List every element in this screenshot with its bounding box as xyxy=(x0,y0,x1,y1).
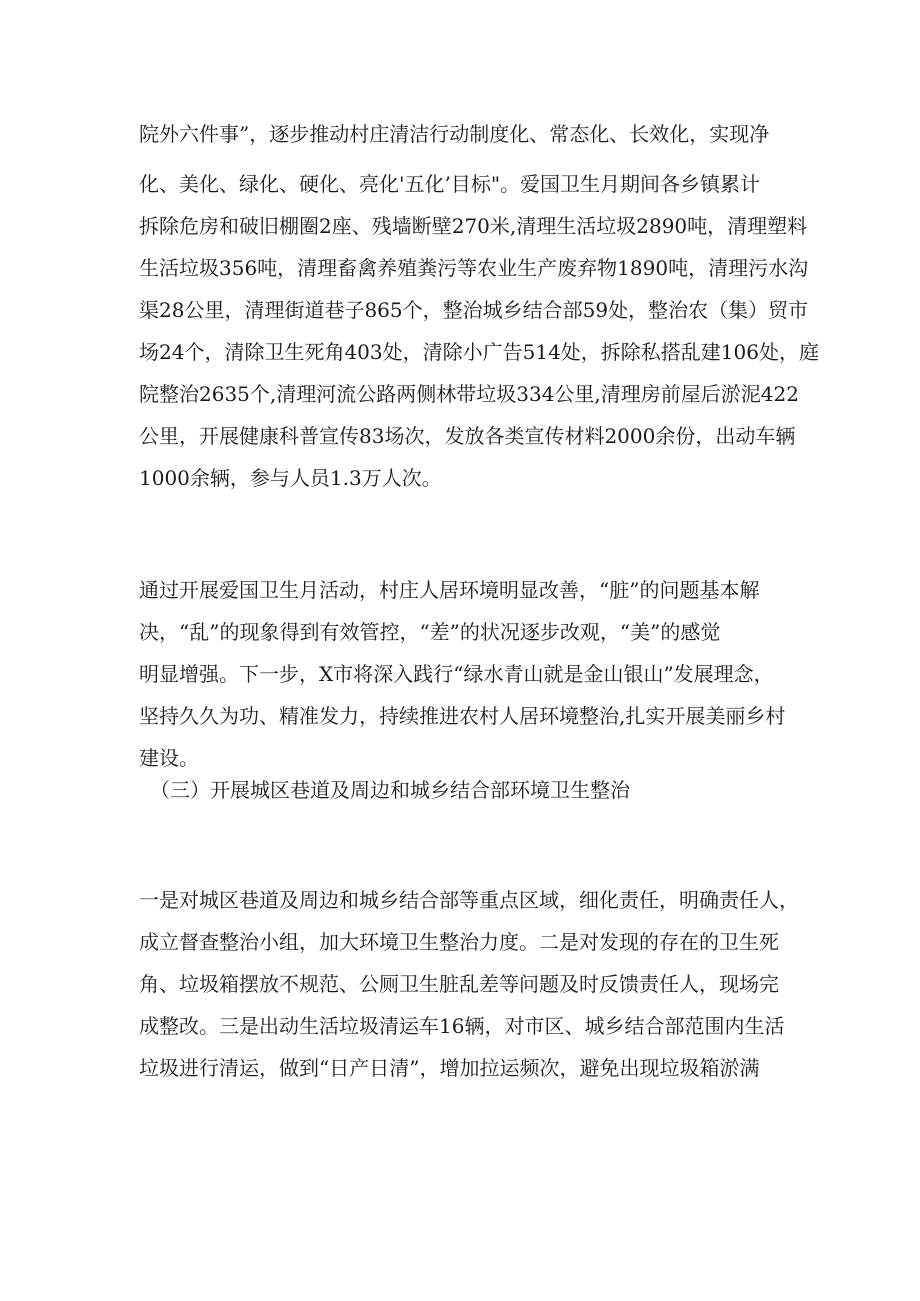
paragraph-line: 院整治2635个,清理河流公路两侧林带垃圾334公里,清理房前屋后淤泥422 xyxy=(139,382,799,406)
paragraph-line: 渠28公里，清理街道巷子865个，整治城乡结合部59处，整治农（集）贸市 xyxy=(139,298,809,322)
paragraph-line: 公里，开展健康科普宣传83场次，发放各类宣传材料2000余份，出动车辆 xyxy=(139,424,796,448)
paragraph-line: 决，“乱”的现象得到有效管控，“差”的状况逐步改观，“美”的感觉 xyxy=(139,620,721,644)
paragraph-line: 院外六件事”，逐步推动村庄清洁行动制度化、常态化、长效化，实现净 xyxy=(139,122,770,146)
section-heading: （三）开展城区巷道及周边和城乡结合部环境卫生整治 xyxy=(150,778,630,802)
paragraph-line: 成整改。三是出动生活垃圾清运车16辆，对市区、城乡结合部范围内生活 xyxy=(139,1014,785,1038)
paragraph-line: 1000余辆，参与人员1.3万人次。 xyxy=(139,466,442,490)
paragraph-line: 化、美化、绿化、硬化、亮化'五化’目标"。爱国卫生月期间各乡镇累计 xyxy=(139,172,761,196)
paragraph-line: 成立督查整治小组，加大环境卫生整治力度。二是对发现的存在的卫生死 xyxy=(139,930,779,954)
paragraph-line: 生活垃圾356吨，清理畜禽养殖粪污等农业生产废弃物1890吨，清理污水沟 xyxy=(139,256,809,280)
paragraph-line: 建设。 xyxy=(139,746,199,770)
paragraph-line: 拆除危房和破旧棚圈2座、残墙断壁270米,清理生活垃圾2890吨，清理塑料 xyxy=(139,214,808,238)
paragraph-line: 坚持久久为功、精准发力，持续推进农村人居环境整治,扎实开展美丽乡村 xyxy=(139,704,786,728)
paragraph-line: 垃圾进行清运，做到“日产日清”，增加拉运频次，避免出现垃圾箱淤满 xyxy=(139,1056,760,1080)
paragraph-line: 角、垃圾箱摆放不规范、公厕卫生脏乱差等问题及时反馈责任人，现场完 xyxy=(139,972,779,996)
paragraph-line: 通过开展爱国卫生月活动，村庄人居环境明显改善，“脏”的问题基本解 xyxy=(139,578,760,602)
paragraph-line: 明显增强。下一步，X市将深入践行“绿水青山就是金山银山”发展理念， xyxy=(139,662,774,686)
paragraph-line: 一是对城区巷道及周边和城乡结合部等重点区域，细化责任，明确责任人， xyxy=(139,888,799,912)
paragraph-line: 场24个，清除卫生死角403处，清除小广告514处，拆除私搭乱建106处，庭 xyxy=(139,340,819,364)
